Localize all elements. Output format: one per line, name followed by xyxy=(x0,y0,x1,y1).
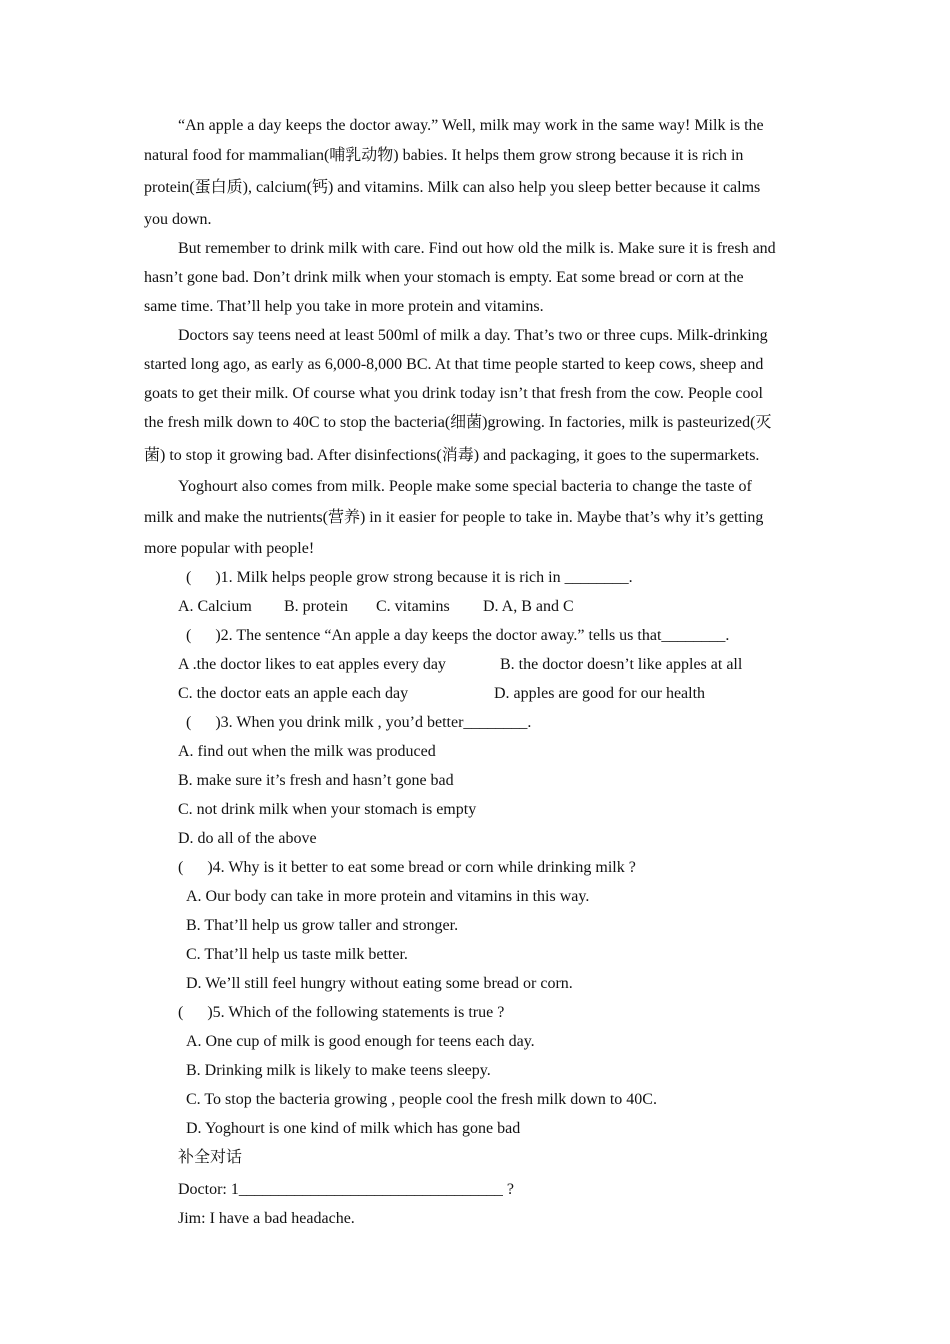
passage-p3-line4: the fresh milk down to 40C to stop the bacteria(细菌)growing. In factories, milk is pasteurized(灭 xyxy=(144,414,772,431)
passage-p3-line5: 菌) to stop it growing bad. After disinfections(消毒) and packaging, it goes to the supermarkets. xyxy=(144,447,760,464)
question-1-stem: ( )1. Milk helps people grow strong because it is rich in ________. xyxy=(186,569,633,586)
question-2-stem: ( )2. The sentence “An apple a day keeps the doctor away.” tells us that________. xyxy=(186,627,730,644)
passage-p2-line1: But remember to drink milk with care. Find out how old the milk is. Make sure it is fresh and xyxy=(178,240,776,257)
passage-p4-line1: Yoghourt also comes from milk. People make some special bacteria to change the taste of xyxy=(178,478,752,495)
question-1-option-a: A. Calcium xyxy=(178,598,252,615)
question-3-option-a: A. find out when the milk was produced xyxy=(178,743,436,760)
passage-p3-line3: goats to get their milk. Of course what you drink today isn’t that fresh from the cow. People cool xyxy=(144,385,763,402)
question-4-stem: ( )4. Why is it better to eat some bread or corn while drinking milk ? xyxy=(178,859,636,876)
dialogue-heading: 补全对话 xyxy=(178,1149,243,1166)
question-5-option-c: C. To stop the bacteria growing , people cool the fresh milk down to 40C. xyxy=(186,1091,657,1108)
passage-p4-line3: more popular with people! xyxy=(144,540,315,557)
passage-p4-line2: milk and make the nutrients(营养) in it easier for people to take in. Maybe that’s why it’s getting xyxy=(144,509,764,526)
question-5-option-d: D. Yoghourt is one kind of milk which has gone bad xyxy=(186,1120,521,1137)
question-5-stem: ( )5. Which of the following statements is true ? xyxy=(178,1004,505,1021)
question-1-option-c: C. vitamins xyxy=(376,598,450,615)
passage-p1-line2: natural food for mammalian(哺乳动物) babies. It helps them grow strong because it is rich in xyxy=(144,147,744,164)
question-2-option-d: D. apples are good for our health xyxy=(494,685,706,702)
question-3-option-c: C. not drink milk when your stomach is empty xyxy=(178,801,477,818)
question-3-stem: ( )3. When you drink milk , you’d better________. xyxy=(186,714,532,731)
passage-p3-line1: Doctors say teens need at least 500ml of milk a day. That’s two or three cups. Milk-drinking xyxy=(178,327,768,344)
passage-p3-line2: started long ago, as early as 6,000-8,000 BC. At that time people started to keep cows, sheep and xyxy=(144,356,764,373)
passage-p2-line3: same time. That’ll help you take in more protein and vitamins. xyxy=(144,298,544,315)
passage-p2-line2: hasn’t gone bad. Don’t drink milk when your stomach is empty. Eat some bread or corn at the xyxy=(144,269,744,286)
question-1-option-b: B. protein xyxy=(284,598,348,615)
question-4-option-c: C. That’ll help us taste milk better. xyxy=(186,946,408,963)
question-5-option-b: B. Drinking milk is likely to make teens sleepy. xyxy=(186,1062,491,1079)
passage-p1-line3: protein(蛋白质), calcium(钙) and vitamins. Milk can also help you sleep better because it calms xyxy=(144,179,761,196)
question-2-option-b: B. the doctor doesn’t like apples at all xyxy=(500,656,743,673)
question-2-option-c: C. the doctor eats an apple each day xyxy=(178,685,409,702)
question-3-option-b: B. make sure it’s fresh and hasn’t gone bad xyxy=(178,772,454,789)
question-4-option-a: A. Our body can take in more protein and vitamins in this way. xyxy=(186,888,590,905)
question-3-option-d: D. do all of the above xyxy=(178,830,317,847)
question-4-option-b: B. That’ll help us grow taller and stronger. xyxy=(186,917,459,934)
passage-p1-line1: “An apple a day keeps the doctor away.” Well, milk may work in the same way! Milk is the xyxy=(178,117,764,134)
question-1-option-d: D. A, B and C xyxy=(483,598,574,615)
question-2-option-a: A .the doctor likes to eat apples every day xyxy=(178,656,446,673)
dialogue-line-jim: Jim: I have a bad headache. xyxy=(178,1210,355,1227)
question-5-option-a: A. One cup of milk is good enough for teens each day. xyxy=(186,1033,535,1050)
passage-p1-line4: you down. xyxy=(144,211,212,228)
dialogue-line-doctor: Doctor: 1_________________________________ ? xyxy=(178,1181,514,1198)
question-4-option-d: D. We’ll still feel hungry without eating some bread or corn. xyxy=(186,975,573,992)
